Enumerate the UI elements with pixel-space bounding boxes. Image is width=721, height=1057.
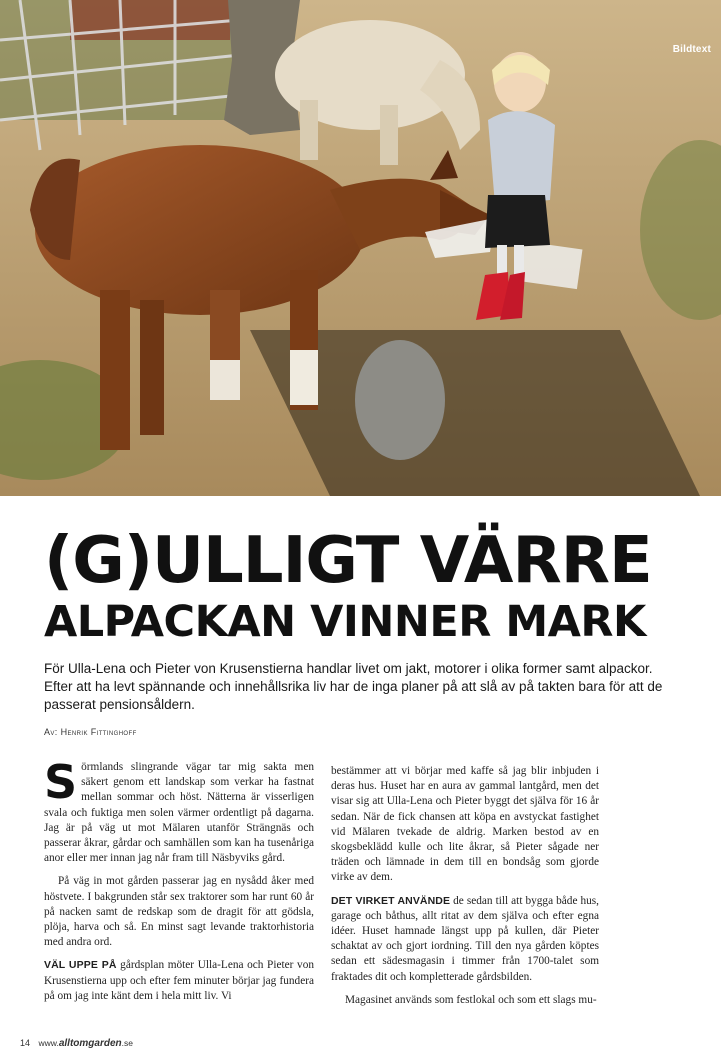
dropcap: S xyxy=(44,755,78,809)
hero-photo xyxy=(0,0,721,496)
page-footer xyxy=(20,1038,133,1049)
photo-caption-tag: Bildtext xyxy=(672,44,711,55)
article-byline: Av: Henrik Fittinghoff xyxy=(44,727,137,737)
body-paragraph xyxy=(44,958,314,1004)
paragraph-text: de sedan till att bygga både hus, garage och båthus, allt ritat av dem själva och efter egna idéer. Huset hamnade längst upp på kullen, där Pieter schaktat av och gjort iordning. Till den nya gården köptes sedan ett sädesmagasin i timmer från 1700-talet som fraktades dit och kompletterade gårdsbilden. xyxy=(331,894,600,983)
site-brand: alltomgarden xyxy=(58,1038,122,1049)
headline-line-1: (G)ULLIGT VÄRRE xyxy=(44,524,652,598)
section-lead-in: VÄL UPPE PÅ xyxy=(44,959,117,972)
article-headline xyxy=(44,526,684,648)
body-paragraph xyxy=(44,755,314,866)
site-prefix: www. xyxy=(38,1038,59,1048)
body-paragraph: bestämmer att vi börjar med kaffe så jag blir inbjuden i deras hus. Huset har en aura av gammal lantgård, men det visar sig att Ulla-Lena och Pieter byggt det själva för 16 år sedan. När de fick chansen att köpa en avstyckat fastighet vid Mälaren tvekade de aldrig. Marken bestod av en skogsbeklädd kulle och lite åkrar, så Pieter sågade ner träden och lämnade in dem till en bondsåg som gjorde virke av dem. xyxy=(331,765,599,884)
paragraph-text: örmlands slingrande vägar tar mig sakta men säkert genom ett landskap som verkar ha fastnat mellan sommar och höst. Nätterna är visserligen svala och fuktiga men solen värmer ordentligt på dagarna. Jag är på väg ut mot Mälaren utanför Strängnäs och passerar åkrar, gårdar och samhällen som kan ha tusenåriga anor eller mer innan jag når fram till Näsbyviks gård. xyxy=(44,761,314,865)
body-column-1 xyxy=(44,755,314,1004)
rock xyxy=(355,340,445,460)
body-paragraph: Magasinet används som festlokal och som ett slags mu- xyxy=(345,993,597,1006)
background-shed xyxy=(70,0,230,40)
body-paragraph: På väg in mot gården passerar jag en nysådd åker med höstvete. I bakgrunden står sex traktorer som har runt 60 år på nacken samt de redskap som de dragit för att gödsla, plöja, harva och så. En minst sagt levande traktorhistoria med andra ord. xyxy=(44,875,314,949)
headline-line-2: ALPACKAN VINNER MARK xyxy=(44,597,646,647)
body-column-2 xyxy=(331,764,599,1008)
site-suffix: .se xyxy=(121,1038,133,1048)
alpaca-photo-illustration xyxy=(0,0,721,496)
feeding-box xyxy=(516,241,583,289)
paragraph-text: gårdsplan möter Ulla-Lena och Pieter von Krusenstierna upp och efter fem minuter börjar jag fundera på om jag inte känt dem i hela mitt liv. Vi xyxy=(44,959,314,1002)
section-lead-in: DET VIRKET ANVÄNDE xyxy=(331,894,451,907)
body-paragraph xyxy=(331,894,599,985)
article-ingress: För Ulla-Lena och Pieter von Krusenstierna handlar livet om jakt, motorer i olika former samt alpackor. Efter att ha levt spännande och innehållsrika liv har de inga planer på att slå av på takten bara för att de passerat pensionsåldern. xyxy=(44,661,663,712)
page-number: 14 xyxy=(20,1038,31,1048)
